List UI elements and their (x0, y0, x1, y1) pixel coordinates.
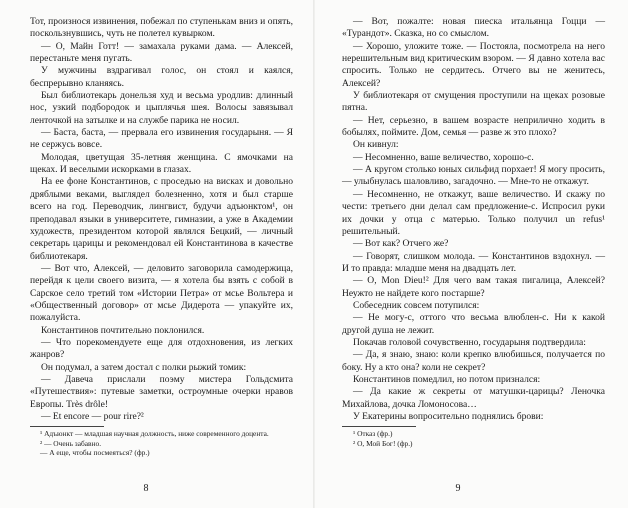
page-number-left: 8 (143, 483, 149, 494)
right-page-text (342, 16, 605, 423)
book-gutter (313, 0, 315, 508)
paragraph: На ее фоне Константинов, с проседью на висках и довольно дряблыми веками, выглядел болезненно, хотя и был старше всего на год. Переводчик, лингвист, будучи адъюнктом¹, он преподавал языки в университете, гимназии, а уже в Академии художеств, президентом которой являлся Бецкий, — личный секретарь царицы и рекомендовал ей Константинова в качестве библиотекаря. (30, 176, 293, 262)
paragraph: — О, Mon Dieu!² Для чего вам такая пигалица, Алексей? Неужто не найдете кого постарше? (342, 275, 605, 299)
paragraph: — Вот что, Алексей, — деловито заговорила самодержица, перейдя к цели своего визита, — я хотела бы взять с собой в Сарское село третий том «Истории Петра» от мсье Вольтера и «Общественный договор» от мсье Дидерота — упакуйте их, пожалуйста. (30, 262, 293, 324)
paragraph: Покачав головой сочувственно, государыня подтвердила: (353, 336, 586, 348)
paragraph: Константинов помедлил, но потом признался: (353, 373, 541, 385)
footnote: ¹ Отказ (фр.) (353, 429, 393, 439)
paragraph: — Нет, серьезно, в вашем возрасте неприлично ходить в бобылях, поймите. Дом, семья — разве ж это плохо? (342, 114, 605, 139)
paragraph: — Вот как? Отчего же? (353, 238, 449, 250)
paragraph: — Несомненно, ваше величество, хорошо-с. (353, 151, 534, 163)
paragraph: — А кругом столько юных сильфид порхает! Я могу просить, — улыбнулась шаловливо, загадочно. — Мне-то не откажут. (342, 164, 605, 188)
paragraph: — Давеча прислали поэму мистера Гольдсмита «Путешествия»: путевые заметки, остроумные очерки нравов Европы. Très drôle! (30, 373, 293, 410)
paragraph: У мужчины вздрагивал голос, он стоял и каялся, беспрерывно кланяясь. (30, 65, 293, 89)
paragraph: — Баста, баста, — прервала его извинения государыня. — Я не сержусь вовсе. (30, 127, 293, 151)
footnote-rule (342, 426, 416, 427)
paragraph: — Et encore — pour rire?² (41, 411, 144, 422)
left-page-footnotes (30, 426, 293, 457)
paragraph: У библиотекаря от смущения проступили на щеках розовые пятна. (342, 90, 605, 114)
paragraph: Он кивнул: (353, 139, 399, 151)
paragraph: — О, Майн Готт! — замахала руками дама. — Алексей, перестаньте меня пугать. (30, 40, 293, 65)
paragraph: — Да, я знаю, знаю: коли крепко влюбишься, получается по боку. Ну а кто она? коли не секрет? (342, 349, 605, 373)
left-page (30, 16, 293, 457)
paragraph: — Хорошо, уложите тоже. — Постояла, посмотрела на него нерешительным вид критическим взором. — Я давно хотела вас спросить. Только не сердитесь. Отчего вы не женитесь, Алексей? (342, 40, 605, 89)
paragraph: — Да какие ж секреты от матушки-царицы? Леночка Михайлова, дочка Ломоносова… (342, 386, 605, 410)
paragraph: У Екатерины вопросительно поднялись брови: (353, 411, 544, 422)
right-page (342, 16, 605, 448)
paragraph: Молодая, цветущая 35-летняя женщина. С ямочками на щеках. И веселыми искорками в глазах. (30, 151, 293, 176)
right-page-footnotes (342, 426, 605, 447)
footnote: ² О, Мой Бог! (фр.) (353, 438, 413, 448)
paragraph: — Не могу-с, оттого что весьма влюблен-с. Ни к какой другой душа не лежит. (342, 312, 605, 336)
paragraph: — Вот, пожалте: новая пиеска итальянца Гоцци — «Турандот». Сказка, но со смыслом. (342, 16, 605, 40)
paragraph: Он подумал, а затем достал с полки рыжий томик: (41, 361, 247, 373)
left-page-text (30, 16, 293, 423)
paragraph: — Говорят, слишком молода. — Константинов вздохнул. — И то правда: младше меня на двадцать лет. (342, 250, 605, 274)
paragraph: Константинов почтительно поклонился. (41, 324, 205, 336)
paragraph: Был библиотекарь донельзя худ и весьма уродлив: длинный нос, узкий подбородок и цыплячья шея. Волосы завязывал ленточкой на затылке и на службе парика не носил. (30, 90, 293, 126)
paragraph: Собеседник совсем потупился: (353, 299, 480, 311)
paragraph: — Несомненно, не откажут, ваше величество. И скажу по чести: третьего дни делал сам предложение-с. Испросил руки их дочки у отца с матерью. Только получил un refus¹ решительный. (342, 188, 605, 237)
footnote: — А еще, чтобы посмеяться? (фр.) (40, 447, 150, 457)
footnote: ² — Очень забавно. (40, 438, 102, 448)
page-number-right: 9 (455, 483, 461, 494)
paragraph: — Что порекомендуете еще для отдохновения, из легких жанров? (30, 336, 293, 361)
footnote-rule (30, 426, 104, 427)
footnote: ¹ Адъюнкт — младшая научная должность, ниже современного доцента. (40, 429, 269, 439)
paragraph: Тот, произнося извинения, побежал по ступенькам вниз и опять, поскользнувшись, чуть не полетел кувырком. (30, 16, 293, 40)
